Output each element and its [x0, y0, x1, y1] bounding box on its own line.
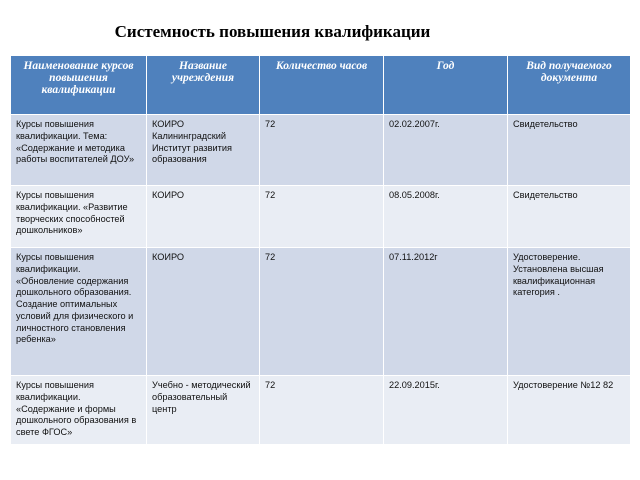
table-row: [11, 376, 631, 445]
cell-document-type: Свидетельство: [508, 186, 631, 248]
cell-course-name: Курсы повышения квалификации. «Обновление содержания дошкольного образования. Создание оптимальных условий для физического и личностного становления ребенка»: [11, 248, 147, 376]
cell-hours: 72: [260, 376, 384, 445]
cell-year: 07.11.2012г: [384, 248, 508, 376]
qualification-table: [10, 55, 631, 445]
cell-course-name: Курсы повышения квалификации. Тема: «Содержание и методика работы воспитателей ДОУ»: [11, 115, 147, 186]
cell-institution: Учебно - методический образовательный центр: [147, 376, 260, 445]
table-header-row: [11, 56, 631, 115]
cell-institution: КОИРО: [147, 248, 260, 376]
header-institution: Название учреждения: [147, 56, 260, 115]
cell-hours: 72: [260, 186, 384, 248]
cell-institution: КОИРО: [147, 186, 260, 248]
header-hours: Количество часов: [260, 56, 384, 115]
header-year: Год: [384, 56, 508, 115]
cell-document-type: Удостоверение. Установлена высшая квалификационная категория .: [508, 248, 631, 376]
cell-course-name: Курсы повышения квалификации. «Развитие творческих способностей дошкольников»: [11, 186, 147, 248]
table-row: [11, 115, 631, 186]
cell-year: 02.02.2007г.: [384, 115, 508, 186]
table-row: [11, 248, 631, 376]
cell-year: 08.05.2008г.: [384, 186, 508, 248]
cell-course-name: Курсы повышения квалификации. «Содержание и формы дошкольного образования в свете ФГОС»: [11, 376, 147, 445]
cell-year: 22.09.2015г.: [384, 376, 508, 445]
cell-document-type: Удостоверение №12 82: [508, 376, 631, 445]
cell-document-type: Свидетельство: [508, 115, 631, 186]
page-title: Системность повышения квалификации: [114, 22, 431, 41]
table-row: [11, 186, 631, 248]
header-course-name: Наименование курсов повышения квалификации: [11, 56, 147, 115]
cell-institution: КОИРО Калининградский Институт развития образования: [147, 115, 260, 186]
header-document-type: Вид получаемого документа: [508, 56, 631, 115]
cell-hours: 72: [260, 115, 384, 186]
cell-hours: 72: [260, 248, 384, 376]
